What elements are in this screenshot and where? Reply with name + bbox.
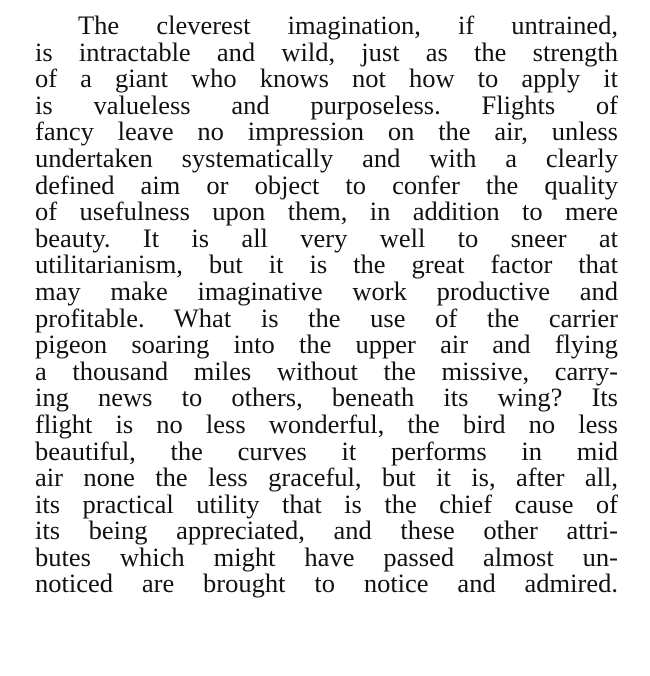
text-line: undertaken systematically and with a clearly [35, 142, 618, 173]
text-line: is intractable and wild, just as the strength [35, 36, 618, 67]
text-line: air none the less graceful, but it is, after all, [35, 462, 618, 493]
text-line: utilitarianism, but it is the great factor that [35, 249, 618, 280]
text-line: The cleverest imagination, if untrained, [78, 10, 618, 40]
text-line: flight is no less wonderful, the bird no less [35, 408, 618, 439]
text-line: its being appreciated, and these other attri- [35, 515, 618, 546]
text-line: may make imaginative work productive and [35, 275, 618, 306]
text-line: of usefulness upon them, in addition to mere [35, 196, 618, 227]
text-line: butes which might have passed almost un- [35, 541, 618, 572]
text-line: pigeon soaring into the upper air and flying [35, 329, 618, 360]
text-line: ing news to others, beneath its wing? Its [35, 382, 618, 413]
text-line: noticed are brought to notice and admired. [35, 568, 618, 599]
text-line: its practical utility that is the chief cause of [35, 488, 618, 519]
text-line: beauty. It is all very well to sneer at [35, 222, 618, 253]
text-line: defined aim or object to confer the quality [35, 169, 618, 200]
text-line: beautiful, the curves it performs in mid [35, 435, 618, 466]
body-paragraph [35, 12, 618, 597]
text-line: profitable. What is the use of the carrier [35, 302, 618, 333]
text-line: fancy leave no impression on the air, unless [35, 116, 618, 147]
text-line: is valueless and purposeless. Flights of [35, 89, 618, 120]
text-line: of a giant who knows not how to apply it [35, 63, 618, 94]
text-line: a thousand miles without the missive, carry- [35, 355, 618, 386]
